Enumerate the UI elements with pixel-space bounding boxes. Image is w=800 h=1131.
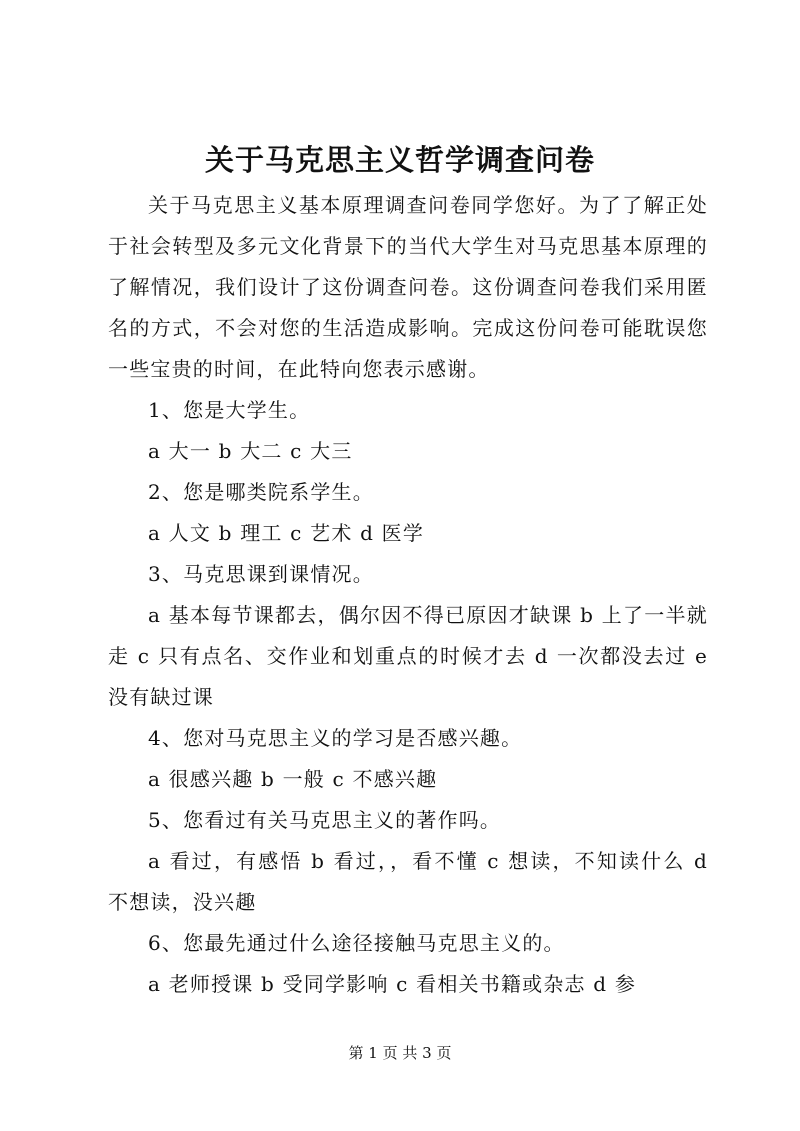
intro-paragraph: 关于马克思主义基本原理调查问卷同学您好。为了了解正处于社会转型及多元文化背景下的当代大学生对马克思基本原理的了解情况，我们设计了这份调查问卷。这份调查问卷我们采用匿名的方式，不会对您的生活造成影响。完成这份问卷可能耽误您一些宝贵的时间，在此特向您表示感谢。 [108,193,708,381]
document-body [108,185,708,1005]
question-1-options: a 大一 b 大二 c 大三 [148,439,353,463]
question-3-options: a 基本每节课都去，偶尔因不得已原因才缺课 b 上了一半就走 c 只有点名、交作业和划重点的时候才去 d 一次都没去过 e 没有缺过课 [108,603,708,709]
question-4-options: a 很感兴趣 b 一般 c 不感兴趣 [148,767,438,791]
question-4: 4、您对马克思主义的学习是否感兴趣。 [148,726,523,750]
question-5: 5、您看过有关马克思主义的著作吗。 [148,808,502,832]
question-3: 3、马克思课到课情况。 [148,562,374,586]
document-title: 关于马克思主义哲学调查问卷 [204,143,595,177]
question-6-options: a 老师授课 b 受同学影响 c 看相关书籍或杂志 d 参 [148,972,637,996]
question-6: 6、您最先通过什么途径接触马克思主义的。 [148,931,565,955]
question-1: 1、您是大学生。 [148,398,311,422]
question-2-options: a 人文 b 理工 c 艺术 d 医学 [148,521,425,545]
page-number-footer: 第 1 页 共 3 页 [348,1044,452,1062]
question-5-options: a 看过，有感悟 b 看过，，看不懂 c 想读，不知读什么 d 不想读，没兴趣 [108,849,708,914]
question-2: 2、您是哪类院系学生。 [148,480,374,504]
